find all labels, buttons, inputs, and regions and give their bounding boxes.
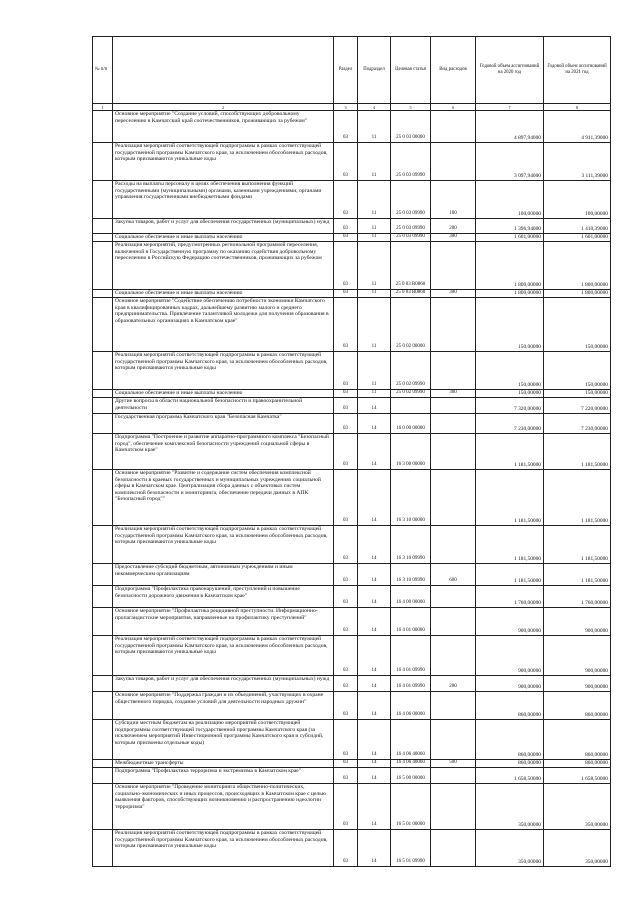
row-vol2021: 860,00000 — [544, 760, 611, 768]
row-name: Основное мероприятие "Содействие обеспечению потребности экономики Камчатского края в квалифицированных кадрах, дальнейшему развитию малого и среднего предпринимательства. Привлечение талантливой молодежи для получения образования в образовательных организациях в Камчатском крае" — [113, 298, 334, 352]
row-subsection: 14 — [358, 608, 391, 636]
row-expense-type: 500 — [431, 760, 476, 768]
row-target: 25 0 03 R0860 — [391, 290, 431, 298]
row-vol2021: 7 220,00000 — [544, 398, 611, 414]
row-section: 03 — [334, 608, 358, 636]
row-target: 16 4 01 09990 — [391, 636, 431, 676]
row-subsection: 14 — [358, 676, 391, 692]
row-vol2021: 350,00000 — [544, 784, 611, 830]
row-num — [93, 111, 113, 143]
row-num — [93, 586, 113, 608]
row-num — [93, 760, 113, 768]
row-expense-type: 200 — [431, 676, 476, 692]
row-subsection: 14 — [358, 768, 391, 784]
row-vol2020: 4 897,94000 — [476, 111, 544, 143]
row-expense-type — [431, 830, 476, 867]
row-expense-type — [431, 586, 476, 608]
row-name: Межбюджетные трансферты — [113, 760, 334, 768]
row-section: 03 — [334, 564, 358, 586]
row-target: 25 0 03 R0860 — [391, 242, 431, 290]
row-section: 03 — [334, 143, 358, 181]
row-name: Реализация мероприятий соответствующей подпрограммы в рамках соответствующей государственной программы Камчатского края, за исключением обособленных расходов, которым присваиваются уникальные коды — [113, 352, 334, 390]
row-name: Субсидии местным бюджетам на реализацию мероприятий соответствующей подпрограммы соответствующей государственной программы Камчатского края (за исключением мероприятий Инвестиционной программы Камчатского края и субсидий, которым присвоены отдельные коды) — [113, 720, 334, 760]
row-target: 16 4 00 00000 — [391, 586, 431, 608]
row-vol2020: 1 181,50000 — [476, 470, 544, 526]
row-num — [93, 784, 113, 830]
row-vol2020: 1 800,00000 — [476, 290, 544, 298]
row-expense-type — [431, 784, 476, 830]
row-subsection: 11 — [358, 390, 391, 398]
row-expense-type: 100 — [431, 181, 476, 219]
row-name: Основное мероприятие "Проведение мониторинга общественно-политических, социально-экономических и иных процессов, происходящих в Камчатском крае с целью выявления факторов, способствующих возникновению и распространению идеологии терроризма" — [113, 784, 334, 830]
row-subsection: 14 — [358, 760, 391, 768]
row-name: Подпрограмма "Профилактика терроризма и экстремизма в Камчатском крае" — [113, 768, 334, 784]
row-expense-type — [431, 608, 476, 636]
header-vol2020: Годовой объем ассигнований на 2020 год — [476, 37, 544, 104]
row-vol2021: 1 181,50000 — [544, 526, 611, 564]
row-num — [93, 181, 113, 219]
row-num — [93, 692, 113, 720]
row-target: 16 5 00 00000 — [391, 768, 431, 784]
row-name: Социальное обеспечение и иные выплаты населению — [113, 290, 334, 298]
row-section: 03 — [334, 636, 358, 676]
row-target: 16 5 01 00000 — [391, 784, 431, 830]
row-num — [93, 390, 113, 398]
row-vol2020: 900,00000 — [476, 608, 544, 636]
row-subsection: 11 — [358, 298, 391, 352]
row-section: 03 — [334, 720, 358, 760]
row-num — [93, 676, 113, 692]
row-target: 25 0 02 09990 — [391, 390, 431, 398]
row-section: 03 — [334, 414, 358, 434]
row-num — [93, 290, 113, 298]
row-subsection: 14 — [358, 564, 391, 586]
table-row — [93, 290, 611, 298]
row-subsection: 11 — [358, 242, 391, 290]
row-vol2021: 1 800,00000 — [544, 242, 611, 290]
row-num — [93, 398, 113, 414]
row-expense-type — [431, 720, 476, 760]
row-vol2021: 1 760,00000 — [544, 586, 611, 608]
row-section: 03 — [334, 398, 358, 414]
row-subsection: 11 — [358, 234, 391, 242]
row-expense-type — [431, 434, 476, 470]
table-row — [93, 298, 611, 352]
row-vol2020: 1 181,50000 — [476, 564, 544, 586]
row-expense-type — [431, 143, 476, 181]
row-num — [93, 434, 113, 470]
row-vol2020: 860,00000 — [476, 692, 544, 720]
table-row — [93, 720, 611, 760]
row-name: Основное мероприятие "Развитие и содержание систем обеспечения комплексной безопасности в краевых государственных и муниципальных учреждениях социальной сферы в Камчатском крае. Централизация сбора данных с объектовых систем комплексной безопасности и мониторинга, обеспечение передачи данных в АПК "Безопасный город"" — [113, 470, 334, 526]
row-name: Реализация мероприятий, предусмотренных региональной программой переселения, включенной в Государственную программу по оказанию содействия добровольному переселению в Российскую Федерацию соотечественников, проживающих за рубежом — [113, 242, 334, 290]
row-section: 03 — [334, 760, 358, 768]
row-subsection: 14 — [358, 398, 391, 414]
row-name: Другие вопросы в области национальной безопасности и правоохранительной деятельности — [113, 398, 334, 414]
row-expense-type: 300 — [431, 390, 476, 398]
table-row — [93, 414, 611, 434]
row-target — [391, 398, 431, 414]
row-target: 16 0 00 00000 — [391, 414, 431, 434]
row-vol2021: 1 658,50000 — [544, 768, 611, 784]
table-row — [93, 234, 611, 242]
budget-table-sheet — [92, 36, 610, 867]
row-vol2021: 1 410,39000 — [544, 219, 611, 234]
row-subsection: 14 — [358, 636, 391, 676]
table-row — [93, 526, 611, 564]
row-section: 03 — [334, 526, 358, 564]
row-subsection: 14 — [358, 692, 391, 720]
row-name: Подпрограмма "Профилактика правонарушений, преступлений и повышение безопасности дорожного движения в Камчатском крае" — [113, 586, 334, 608]
colnum: 6 — [431, 104, 476, 111]
row-num — [93, 720, 113, 760]
row-section: 03 — [334, 234, 358, 242]
row-vol2021: 150,00000 — [544, 390, 611, 398]
row-expense-type: 300 — [431, 290, 476, 298]
header-name — [113, 37, 334, 104]
header-vol2021: Годовой объем ассигнований на 2021 год — [544, 37, 611, 104]
row-expense-type: 200 — [431, 219, 476, 234]
row-expense-type — [431, 242, 476, 290]
row-num — [93, 564, 113, 586]
table-row — [93, 784, 611, 830]
row-section: 03 — [334, 181, 358, 219]
table-row — [93, 692, 611, 720]
row-target: 16 4 06 00000 — [391, 692, 431, 720]
row-subsection: 11 — [358, 219, 391, 234]
row-vol2020: 350,00000 — [476, 784, 544, 830]
table-row — [93, 830, 611, 867]
row-target: 16 4 06 40060 — [391, 760, 431, 768]
row-vol2021: 900,00000 — [544, 636, 611, 676]
row-vol2020: 900,00000 — [476, 636, 544, 676]
row-expense-type — [431, 398, 476, 414]
table-row — [93, 242, 611, 290]
colnum: 2 — [113, 104, 334, 111]
row-name: Закупка товаров, работ и услуг для обеспечения государственных (муниципальных) нужд — [113, 219, 334, 234]
table-row — [93, 760, 611, 768]
row-target: 16 3 10 09990 — [391, 564, 431, 586]
row-vol2021: 860,00000 — [544, 692, 611, 720]
row-num — [93, 352, 113, 390]
row-expense-type: 300 — [431, 234, 476, 242]
row-expense-type — [431, 352, 476, 390]
row-num — [93, 470, 113, 526]
row-vol2020: 1 601,00000 — [476, 234, 544, 242]
table-row — [93, 470, 611, 526]
row-target: 25 0 03 09990 — [391, 181, 431, 219]
row-target: 25 0 02 09990 — [391, 352, 431, 390]
row-name: Социальное обеспечение и иные выплаты населению — [113, 234, 334, 242]
row-subsection: 14 — [358, 784, 391, 830]
row-name: Расходы на выплаты персоналу в целях обеспечения выполнения функций государственными (муниципальными) органами, казенными учреждениями, органами управления государственными внебюджетными фондами — [113, 181, 334, 219]
colnum: 8 — [544, 104, 611, 111]
header-target: Целевая статья — [391, 37, 431, 104]
row-target: 16 3 10 09990 — [391, 526, 431, 564]
row-num — [93, 526, 113, 564]
row-vol2020: 1 658,50000 — [476, 768, 544, 784]
row-vol2020: 7 230,00000 — [476, 414, 544, 434]
table-header-row — [93, 37, 611, 104]
row-target: 16 3 10 00000 — [391, 470, 431, 526]
header-subsection: Подраздел — [358, 37, 391, 104]
row-target: 16 4 06 40060 — [391, 720, 431, 760]
row-vol2020: 1 800,00000 — [476, 242, 544, 290]
table-row — [93, 564, 611, 586]
row-name: Закупка товаров, работ и услуг для обеспечения государственных (муниципальных) нужд — [113, 676, 334, 692]
row-num — [93, 636, 113, 676]
row-name: Реализация мероприятий соответствующей подпрограммы в рамках соответствующей государственной программы Камчатского края, за исключением обособленных расходов, которым присваиваются уникальные коды — [113, 830, 334, 867]
row-expense-type — [431, 636, 476, 676]
row-subsection: 11 — [358, 111, 391, 143]
table-row — [93, 608, 611, 636]
row-section: 03 — [334, 390, 358, 398]
row-section: 03 — [334, 111, 358, 143]
row-vol2021: 350,00000 — [544, 830, 611, 867]
row-subsection: 11 — [358, 290, 391, 298]
row-section: 03 — [334, 470, 358, 526]
row-vol2020: 860,00000 — [476, 760, 544, 768]
row-vol2020: 3 097,94000 — [476, 143, 544, 181]
table-row — [93, 398, 611, 414]
row-expense-type — [431, 414, 476, 434]
row-vol2021: 900,00000 — [544, 608, 611, 636]
table-row — [93, 676, 611, 692]
row-vol2021: 900,00000 — [544, 676, 611, 692]
row-expense-type — [431, 298, 476, 352]
budget-table — [92, 36, 611, 867]
row-section: 03 — [334, 784, 358, 830]
row-vol2021: 1 181,50000 — [544, 564, 611, 586]
header-num: № п/п — [93, 37, 113, 104]
colnum: 1 — [93, 104, 113, 111]
colnum: 3 — [334, 104, 358, 111]
header-section: Раздел — [334, 37, 358, 104]
row-vol2021: 1 601,00000 — [544, 234, 611, 242]
table-row — [93, 219, 611, 234]
row-target: 16 3 00 00000 — [391, 434, 431, 470]
row-subsection: 14 — [358, 434, 391, 470]
row-vol2021: 4 911,39000 — [544, 111, 611, 143]
row-target: 25 0 03 09990 — [391, 234, 431, 242]
row-vol2020: 860,00000 — [476, 720, 544, 760]
row-subsection: 11 — [358, 181, 391, 219]
colnum: 4 — [358, 104, 391, 111]
row-target: 16 4 01 09990 — [391, 676, 431, 692]
row-target: 16 4 01 00000 — [391, 608, 431, 636]
row-name: Подпрограмма "Построение и развитие аппаратно-программного комплекса "Безопасный город", обеспечение комплексной безопасности учреждений социальной сферы в Камчатском крае" — [113, 434, 334, 470]
row-target: 25 0 02 00000 — [391, 298, 431, 352]
table-row — [93, 181, 611, 219]
table-row — [93, 352, 611, 390]
table-row — [93, 143, 611, 181]
row-vol2021: 1 181,50000 — [544, 434, 611, 470]
table-row — [93, 768, 611, 784]
column-number-row — [93, 104, 611, 111]
row-name: Реализация мероприятий соответствующей подпрограммы в рамках соответствующей государственной программы Камчатского края, за исключением обособленных расходов, которым присваиваются уникальные коды — [113, 143, 334, 181]
row-vol2021: 150,00000 — [544, 352, 611, 390]
row-subsection: 14 — [358, 720, 391, 760]
row-section: 03 — [334, 830, 358, 867]
row-expense-type — [431, 470, 476, 526]
row-vol2020: 350,00000 — [476, 830, 544, 867]
table-row — [93, 111, 611, 143]
row-vol2020: 150,00000 — [476, 390, 544, 398]
row-section: 03 — [334, 298, 358, 352]
row-name: Основное мероприятие "Поддержка граждан и их объединений, участвующих в охране общественного порядка, создание условий для деятельности народных дружин" — [113, 692, 334, 720]
row-vol2021: 3 111,39000 — [544, 143, 611, 181]
row-vol2021: 7 230,00000 — [544, 414, 611, 434]
row-section: 03 — [334, 352, 358, 390]
row-vol2020: 1 181,50000 — [476, 434, 544, 470]
row-expense-type — [431, 111, 476, 143]
row-section: 03 — [334, 676, 358, 692]
row-name: Социальное обеспечение и иные выплаты населению — [113, 390, 334, 398]
row-section: 03 — [334, 768, 358, 784]
row-vol2021: 1 181,50000 — [544, 470, 611, 526]
row-target: 16 5 01 09990 — [391, 830, 431, 867]
row-expense-type — [431, 768, 476, 784]
table-row — [93, 390, 611, 398]
row-num — [93, 830, 113, 867]
row-vol2020: 1 760,00000 — [476, 586, 544, 608]
row-name: Основное мероприятие "Создание условий, способствующих добровольному переселению в Камчатский край соотечественников, проживающих за рубежом" — [113, 111, 334, 143]
row-section: 03 — [334, 242, 358, 290]
row-subsection: 14 — [358, 470, 391, 526]
row-expense-type: 600 — [431, 564, 476, 586]
row-target: 25 0 03 00000 — [391, 111, 431, 143]
row-vol2021: 860,00000 — [544, 720, 611, 760]
row-subsection: 11 — [358, 352, 391, 390]
row-name: Реализация мероприятий соответствующей подпрограммы в рамках соответствующей государственной программы Камчатского края, за исключением обособленных расходов, которым присваиваются уникальные коды — [113, 636, 334, 676]
row-num — [93, 219, 113, 234]
colnum: 7 — [476, 104, 544, 111]
row-vol2020: 1 396,94000 — [476, 219, 544, 234]
row-num — [93, 414, 113, 434]
row-name: Государственная программа Камчатского края "Безопасная Камчатка" — [113, 414, 334, 434]
row-vol2021: 100,00000 — [544, 181, 611, 219]
row-num — [93, 234, 113, 242]
row-expense-type — [431, 526, 476, 564]
row-section: 03 — [334, 434, 358, 470]
row-num — [93, 242, 113, 290]
row-subsection: 14 — [358, 526, 391, 564]
table-row — [93, 586, 611, 608]
row-section: 03 — [334, 692, 358, 720]
row-vol2021: 150,00000 — [544, 298, 611, 352]
row-num — [93, 768, 113, 784]
row-name: Реализация мероприятий соответствующей подпрограммы в рамках соответствующей государственной программы Камчатского края, за исключением обособленных расходов, которым присваиваются уникальные коды — [113, 526, 334, 564]
header-expense-type: Вид расходов — [431, 37, 476, 104]
row-section: 03 — [334, 586, 358, 608]
row-num — [93, 143, 113, 181]
row-name: Основное мероприятие "Профилактика рецидивной преступности. Информационно-пропагандистские мероприятия, направленные на профилактику преступлений" — [113, 608, 334, 636]
row-vol2020: 7 320,00000 — [476, 398, 544, 414]
row-subsection: 11 — [358, 143, 391, 181]
row-vol2020: 150,00000 — [476, 352, 544, 390]
table-row — [93, 434, 611, 470]
row-vol2020: 100,00000 — [476, 181, 544, 219]
row-section: 03 — [334, 219, 358, 234]
row-vol2020: 1 181,50000 — [476, 526, 544, 564]
row-subsection: 14 — [358, 586, 391, 608]
table-row — [93, 636, 611, 676]
row-subsection: 14 — [358, 830, 391, 867]
row-num — [93, 608, 113, 636]
row-expense-type — [431, 692, 476, 720]
row-name: Предоставление субсидий бюджетным, автономным учреждениям и иным некоммерческим организациям — [113, 564, 334, 586]
colnum: 5 — [391, 104, 431, 111]
row-num — [93, 298, 113, 352]
row-target: 25 0 03 09990 — [391, 219, 431, 234]
row-vol2020: 900,00000 — [476, 676, 544, 692]
row-subsection: 14 — [358, 414, 391, 434]
row-section: 03 — [334, 290, 358, 298]
row-vol2020: 150,00000 — [476, 298, 544, 352]
row-target: 25 0 03 09990 — [391, 143, 431, 181]
row-vol2021: 1 800,00000 — [544, 290, 611, 298]
